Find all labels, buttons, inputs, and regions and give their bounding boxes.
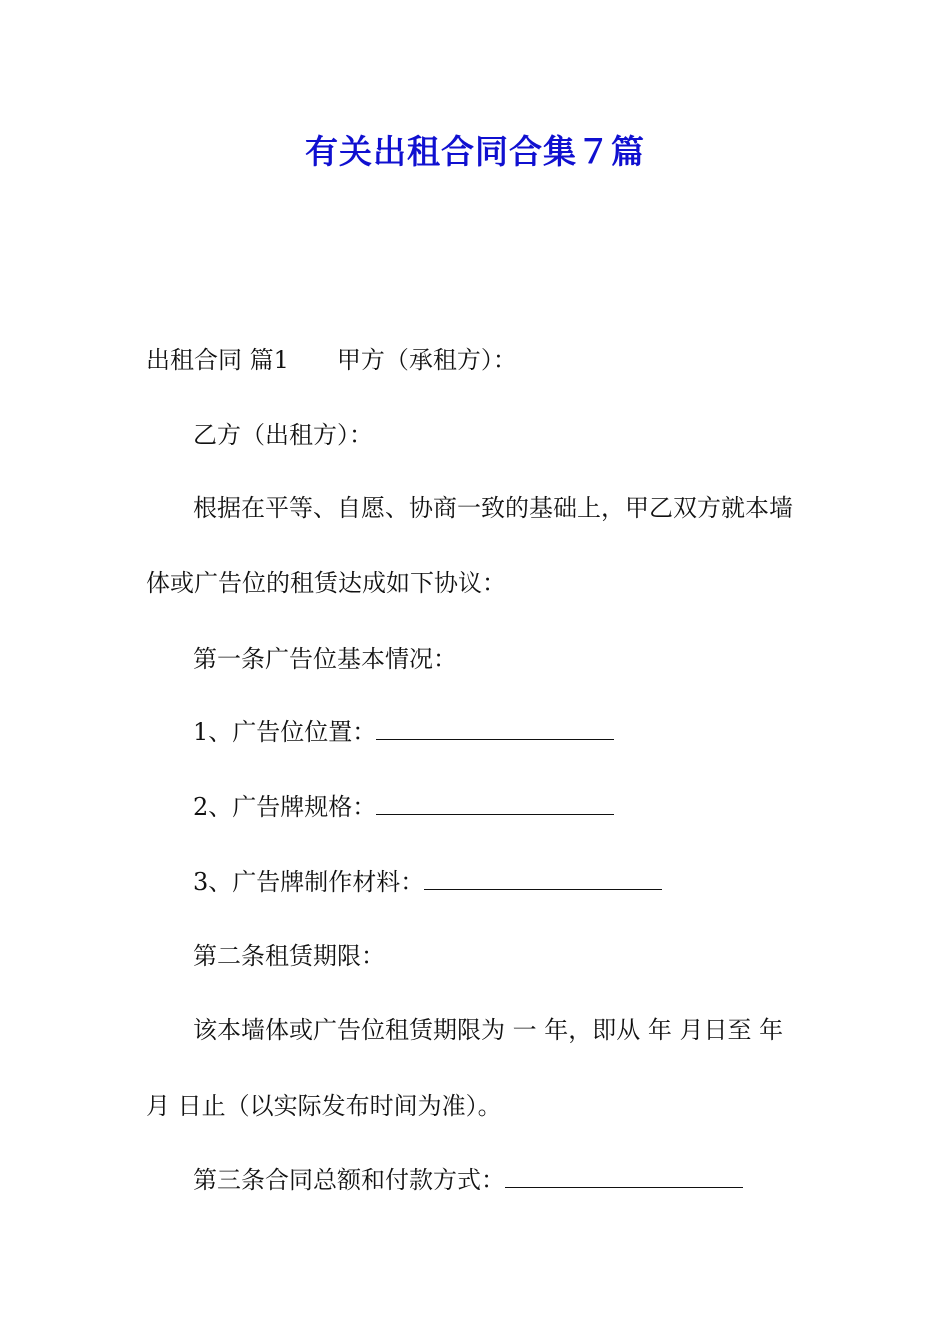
section-heading-line	[146, 344, 517, 376]
item-3-blank	[424, 867, 662, 890]
article-2-heading: 第二条租赁期限：	[193, 942, 385, 970]
item-1-blank	[376, 717, 614, 740]
party-a-label: 甲方（承租方）：	[336, 346, 517, 374]
intro-paragraph-line-1: 根据在平等、自愿、协商一致的基础上，甲乙双方就本墙	[193, 494, 793, 522]
article-3-line	[193, 1164, 743, 1196]
article-1-heading: 第一条广告位基本情况：	[193, 645, 457, 673]
item-1-line	[193, 716, 614, 748]
term-paragraph-line-2: 月 日止（以实际发布时间为准）。	[146, 1092, 502, 1120]
item-2-label: 2、广告牌规格：	[193, 793, 377, 821]
section-heading: 出租合同 篇1	[146, 346, 289, 374]
term-paragraph-line-1: 该本墙体或广告位租赁期限为 一 年，即从 年 月日至 年	[193, 1016, 784, 1044]
item-2-line	[193, 791, 614, 823]
document-title: 有关出租合同合集７篇	[305, 132, 645, 171]
item-2-blank	[376, 792, 614, 815]
item-1-label: 1、广告位位置：	[193, 718, 377, 746]
item-3-label: 3、广告牌制作材料：	[193, 868, 425, 896]
party-b-label: 乙方（出租方）：	[193, 421, 373, 449]
item-3-line	[193, 866, 662, 898]
article-3-blank	[505, 1165, 743, 1188]
article-3-heading: 第三条合同总额和付款方式：	[193, 1166, 505, 1194]
intro-paragraph-line-2: 体或广告位的租赁达成如下协议：	[146, 569, 506, 597]
